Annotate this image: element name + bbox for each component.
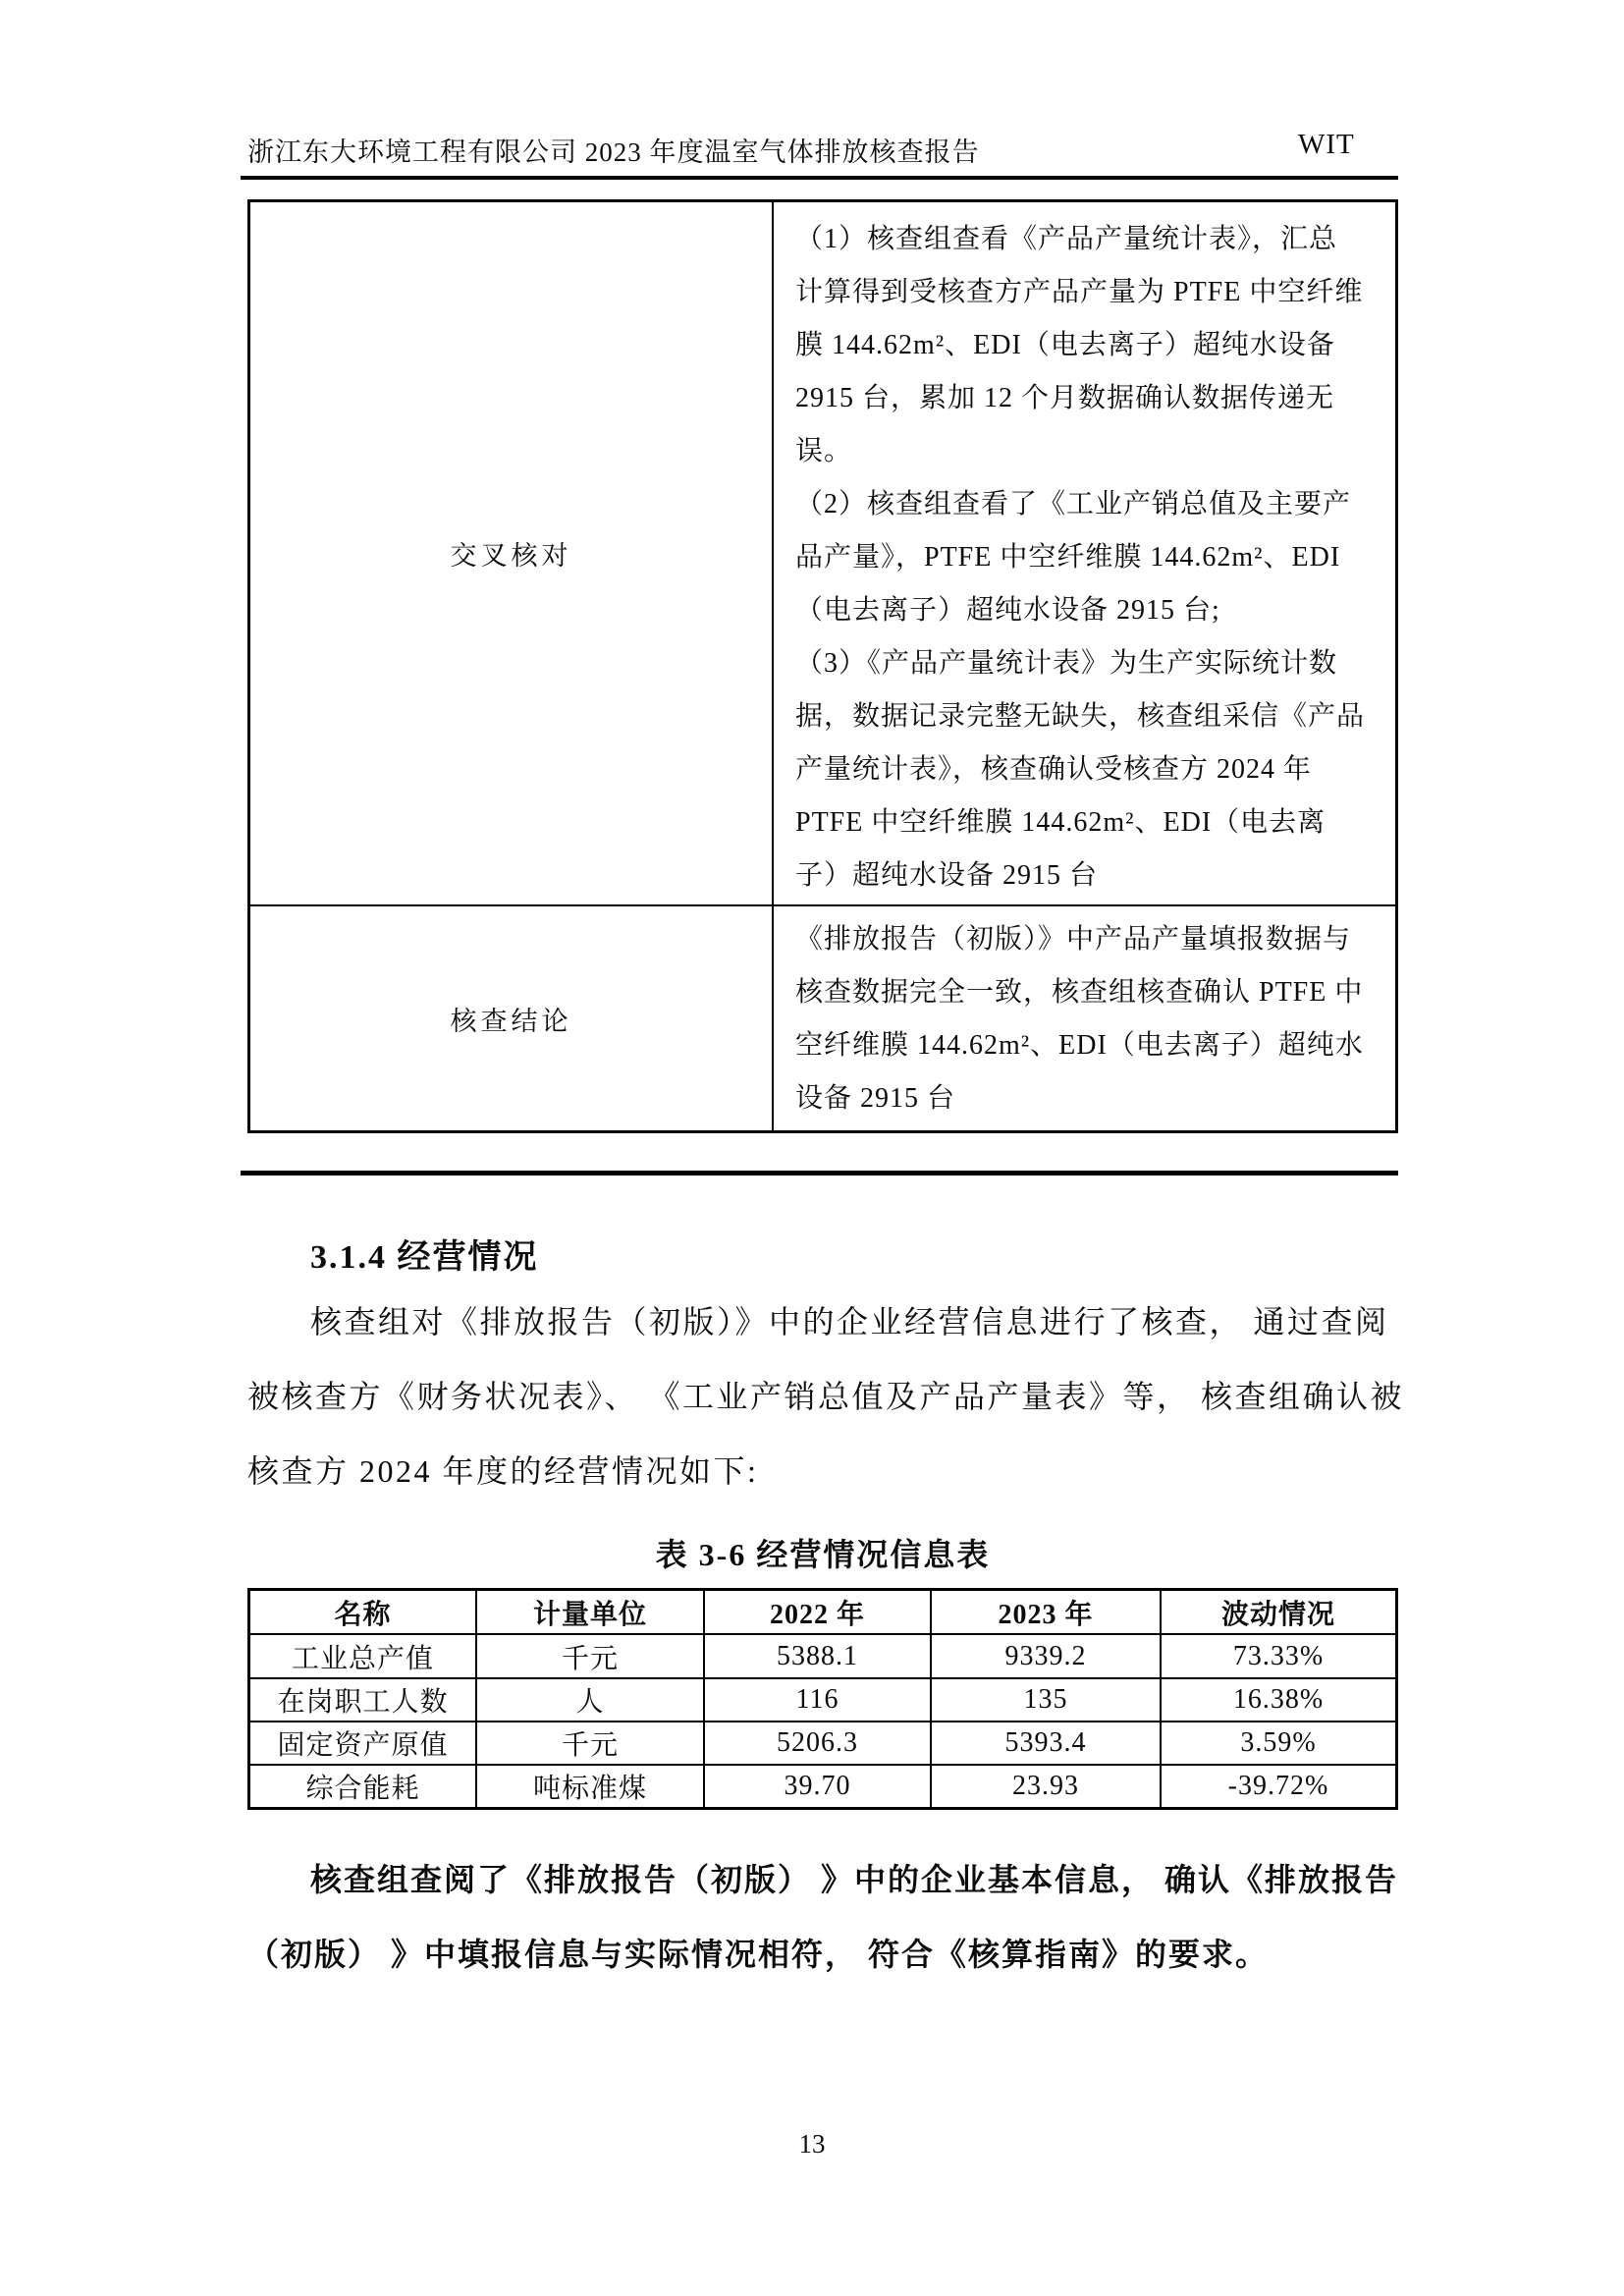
table-cell: 135 <box>932 1679 1162 1722</box>
text-line: 计算得到受核查方产品产量为 PTFE 中空纤维 <box>795 277 1364 307</box>
col-header-fluctuation: 波动情况 <box>1162 1591 1395 1635</box>
col-header-name: 名称 <box>250 1591 477 1635</box>
table-cell: 工业总产值 <box>250 1635 477 1679</box>
page-number: 13 <box>798 2129 826 2159</box>
text-line: 《排放报告（初版）》中产品产量填报数据与 <box>795 924 1352 955</box>
text-line: （初版） 》中填报信息与实际情况相符， 符合《核算指南》的要求。 <box>247 1937 1270 1972</box>
text-line: 核查组对《排放报告（初版）》中的企业经营信息进行了核查， 通过查阅 <box>310 1304 1389 1339</box>
text-line: 产量统计表》，核查确认受核查方 2024 年 <box>795 754 1313 785</box>
text-line: （电去离子）超纯水设备 2915 台; <box>795 595 1220 626</box>
table-cell: 千元 <box>477 1722 705 1766</box>
text-line: 膜 144.62m²、EDI（电去离子）超纯水设备 <box>795 330 1335 360</box>
text-line: 据，数据记录完整无缺失，核查组采信《产品 <box>795 701 1366 732</box>
text-line: 2915 台，累加 12 个月数据确认数据传递无 <box>795 383 1335 413</box>
text-line: 品产量》，PTFE 中空纤维膜 144.62m²、EDI <box>795 542 1341 573</box>
business-status-paragraph <box>247 1285 1411 1508</box>
table-cell: 116 <box>705 1679 932 1722</box>
text-line: （1）核查组查看《产品产量统计表》，汇总 <box>795 224 1338 254</box>
table-cell: 吨标准煤 <box>477 1766 705 1807</box>
text-line: 空纤维膜 144.62m²、EDI（电去离子）超纯水 <box>795 1030 1364 1061</box>
conclusion-label: 核查结论 <box>250 906 774 1130</box>
text-line: 设备 2915 台 <box>795 1083 956 1114</box>
text-line: PTFE 中空纤维膜 144.62m²、EDI（电去离 <box>795 807 1326 838</box>
table-cell: 5388.1 <box>705 1635 932 1679</box>
table-cell: 3.59% <box>1162 1722 1395 1766</box>
text-line: （3）《产品产量统计表》为生产实际统计数 <box>795 648 1338 679</box>
section-divider-rule <box>241 1171 1398 1175</box>
business-info-table <box>247 1588 1398 1810</box>
text-line: 子）超纯水设备 2915 台 <box>795 860 1099 891</box>
verification-table <box>247 199 1398 1133</box>
text-line: 核查组查阅了《排放报告（初版） 》中的企业基本信息， 确认《排放报告 <box>310 1862 1399 1897</box>
table-cell: 5393.4 <box>932 1722 1162 1766</box>
text-line: （2）核查组查看了《工业产销总值及主要产 <box>795 489 1352 519</box>
table-cell: 9339.2 <box>932 1635 1162 1679</box>
table-cell: 在岗职工人数 <box>250 1679 477 1722</box>
table-cell: 人 <box>477 1679 705 1722</box>
conclusion-content <box>774 906 1395 1130</box>
table-cell: 73.33% <box>1162 1635 1395 1679</box>
table-cell: 39.70 <box>705 1766 932 1807</box>
closing-paragraph <box>247 1842 1411 1992</box>
header-rule <box>241 176 1398 180</box>
col-header-2023: 2023 年 <box>932 1591 1162 1635</box>
text-line: 核查方 2024 年度的经营情况如下: <box>247 1453 759 1489</box>
table-cell: 千元 <box>477 1635 705 1679</box>
col-header-2022: 2022 年 <box>705 1591 932 1635</box>
cross-check-content <box>774 202 1395 906</box>
text-line: 核查数据完全一致，核查组核查确认 PTFE 中 <box>795 977 1364 1008</box>
page-header-logo-text: WIT <box>1298 129 1355 160</box>
table-3-6-caption: 表 3-6 经营情况信息表 <box>655 1537 991 1572</box>
table-cell: 5206.3 <box>705 1722 932 1766</box>
table-cell: -39.72% <box>1227 1771 1329 1801</box>
table-cell: 综合能耗 <box>250 1766 477 1807</box>
table-cell: 23.93 <box>932 1766 1162 1807</box>
cross-check-label: 交叉核对 <box>250 202 774 906</box>
table-cell: 固定资产原值 <box>250 1722 477 1766</box>
table-cell: 16.38% <box>1162 1679 1395 1722</box>
section-heading: 3.1.4 经营情况 <box>310 1239 539 1276</box>
col-header-unit: 计量单位 <box>477 1591 705 1635</box>
text-line: 误。 <box>795 436 853 466</box>
page-header-title: 浙江东大环境工程有限公司 2023 年度温室气体排放核查报告 <box>247 137 980 167</box>
text-line: 被核查方《财务状况表》、 《工业产销总值及产品产量表》等， 核查组确认被 <box>247 1379 1405 1414</box>
